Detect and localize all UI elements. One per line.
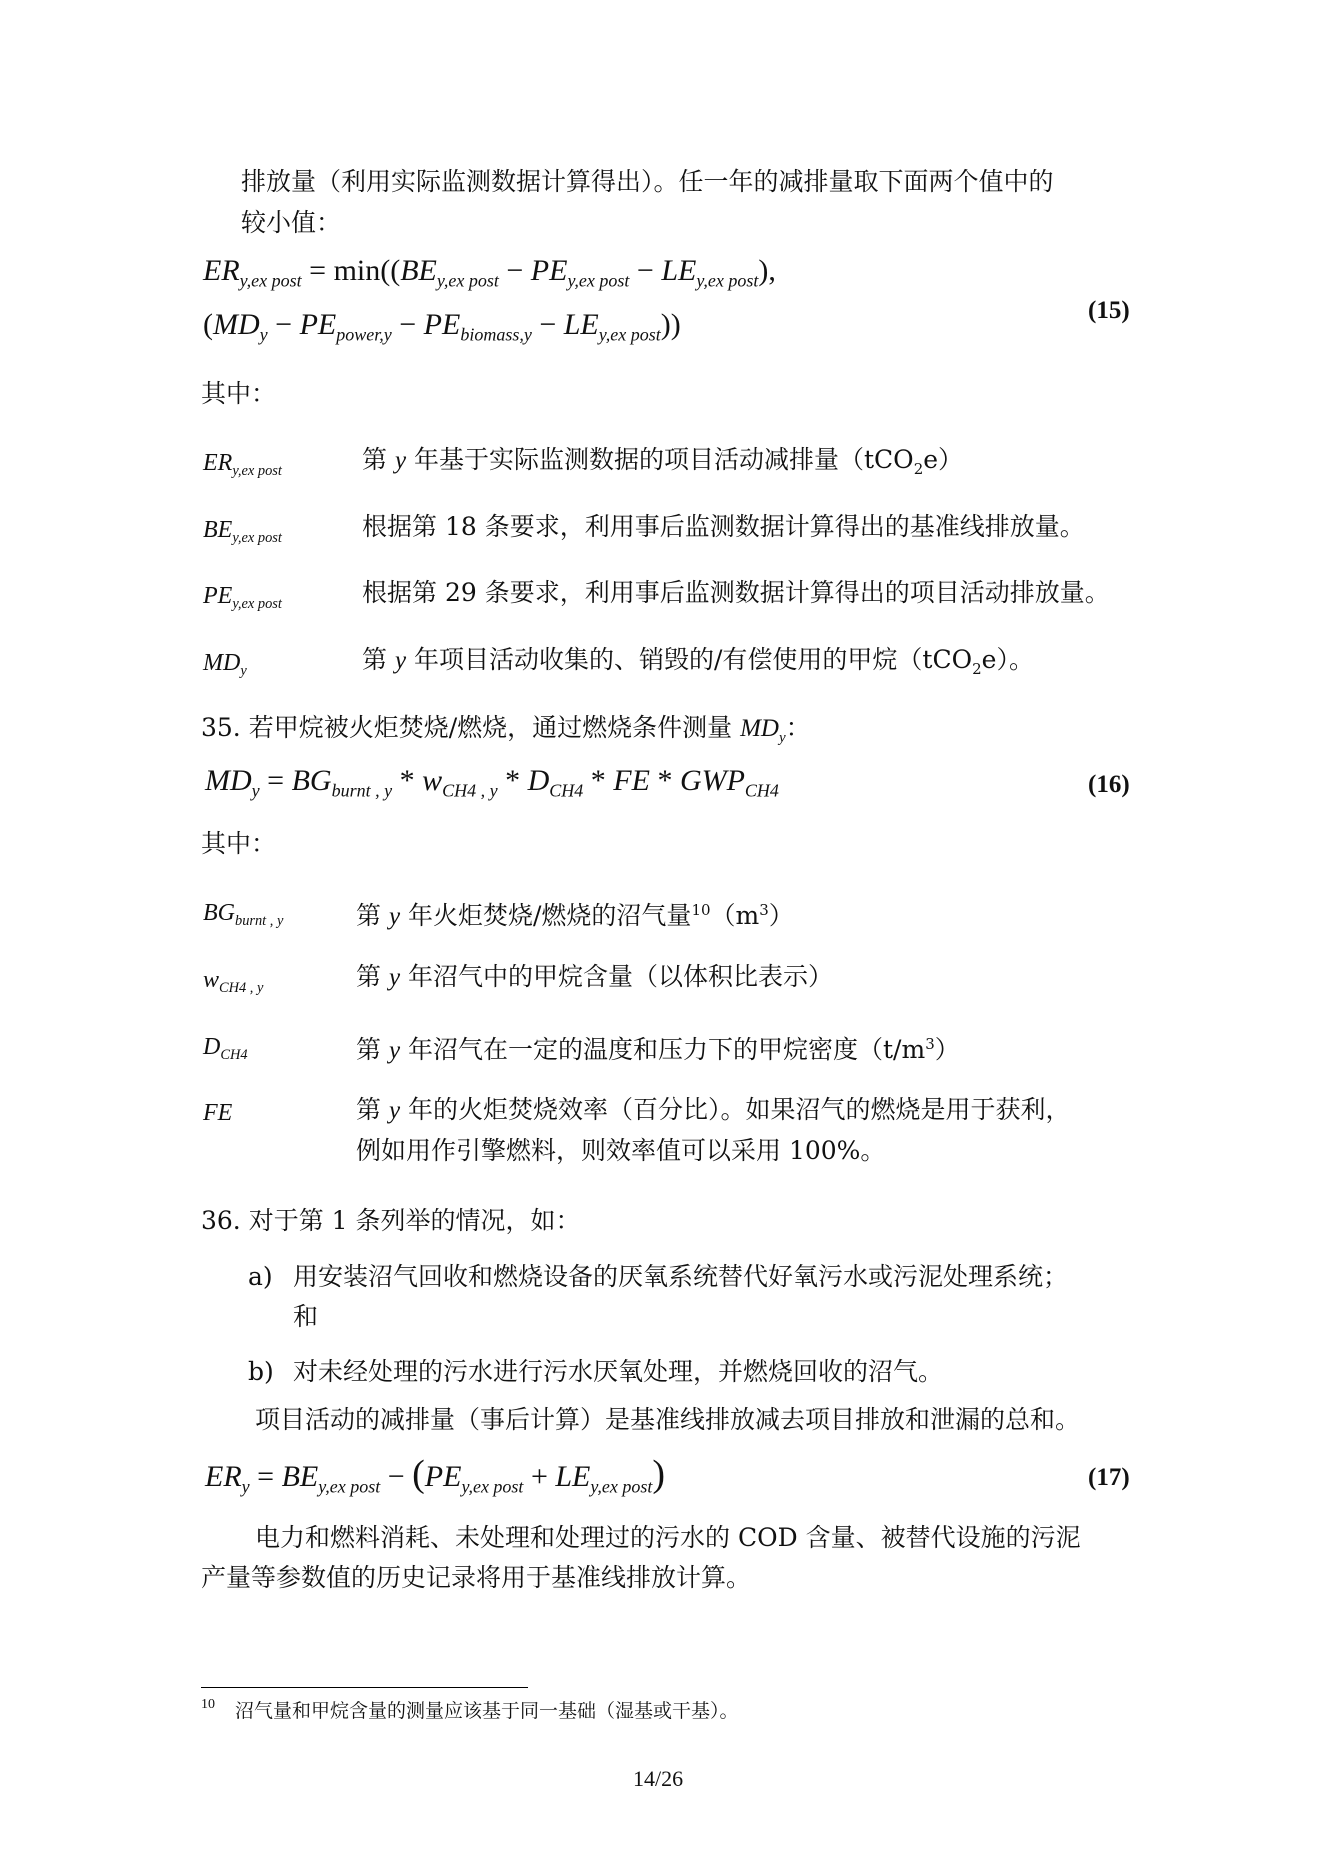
equation-15-number: (15) (1088, 297, 1130, 324)
def-var-md: $MD_y$ (203, 650, 247, 680)
footnote-separator (201, 1687, 528, 1688)
def-text-fe: 第 y 年的火炬焚烧效率（百分比）。如果沼气的燃烧是用于获利， (356, 1095, 1071, 1124)
equation-17-number: (17) (1088, 1464, 1130, 1491)
intro-line-2: 较小值： (241, 208, 342, 237)
item-36-a-label: a) (248, 1262, 273, 1291)
equation-16-number: (16) (1088, 771, 1130, 798)
def-var-fe: FE (203, 1100, 233, 1126)
def-text-fe-line-2: 例如用作引擎燃料，则效率值可以采用 100%。 (356, 1136, 886, 1165)
closing-line-1: 电力和燃料消耗、未处理和处理过的污水的 COD 含量、被替代设施的污泥 (255, 1523, 1081, 1552)
def-text-bg: 第 y 年火炬焚烧/燃烧的沼气量$^{10}$（m$^3$） (356, 901, 794, 930)
item-35: 35. 若甲烷被火炬焚烧/燃烧，通过燃烧条件测量 $MD_y$： (201, 713, 811, 746)
def-text-md: 第 y 年项目活动收集的、销毁的/有偿使用的甲烷（tCO$_2$e）。 (362, 645, 1034, 678)
equation-16: $MD_y = BG_{burnt , y} * w_{CH4 , y} * D_{CH4}$ * FE * $GWP_{CH4}$ (205, 764, 779, 801)
def-text-pe: 根据第 29 条要求，利用事后监测数据计算得出的项目活动排放量。 (362, 578, 1110, 607)
item-36-paragraph: 项目活动的减排量（事后计算）是基准线排放减去项目排放和泄漏的总和。 (255, 1405, 1081, 1434)
def-var-w: $w_{CH4 , y}$ (203, 967, 264, 997)
def-var-d: $D_{CH4}$ (203, 1034, 248, 1064)
item-36-b-label: b) (248, 1357, 274, 1386)
equation-17: $ER_y = BE_{y,ex post} - (PE_{y,ex post} + LE_{y,ex post})$ (205, 1453, 666, 1497)
equation-15-line-1: $ER_{y,ex post} = \min((BE_{y,ex post} - PE_{y,ex post} - LE_{y,ex post})$, (203, 254, 776, 291)
def-text-w: 第 y 年沼气中的甲烷含量（以体积比表示） (356, 962, 834, 991)
intro-line-1: 排放量（利用实际监测数据计算得出）。任一年的减排量取下面两个值中的 (241, 167, 1054, 196)
def-var-pe: $PE_{y,ex post}$ (203, 583, 282, 613)
where-label-1: 其中： (201, 379, 277, 408)
def-text-be: 根据第 18 条要求，利用事后监测数据计算得出的基准线排放量。 (362, 512, 1085, 541)
closing-line-2: 产量等参数值的历史记录将用于基准线排放计算。 (201, 1563, 752, 1592)
def-text-er: 第 y 年基于实际监测数据的项目活动减排量（tCO$_2$e） (362, 445, 964, 478)
page-number: 14/26 (633, 1766, 684, 1791)
footnote-mark: 10 (201, 1697, 215, 1712)
def-var-er: $ER_{y,ex post}$ (203, 450, 282, 480)
footnote-text: 沼气量和甲烷含量的测量应该基于同一基础（湿基或干基）。 (235, 1700, 739, 1722)
def-text-d: 第 y 年沼气在一定的温度和压力下的甲烷密度（t/m$^3$） (356, 1035, 960, 1064)
item-36-a-line-2: 和 (293, 1302, 319, 1331)
item-36: 36. 对于第 1 条列举的情况，如： (201, 1206, 581, 1235)
def-var-bg: $BG_{burnt , y}$ (203, 900, 284, 930)
equation-15-line-2: $(MD_y - PE_{power,y} - PE_{biomass,y} - LE_{y,ex post})$) (203, 308, 681, 345)
item-36-b-text: 对未经处理的污水进行污水厌氧处理，并燃烧回收的沼气。 (293, 1357, 944, 1386)
where-label-2: 其中： (201, 829, 277, 858)
def-var-be: $BE_{y,ex post}$ (203, 517, 282, 547)
item-36-a-line-1: 用安装沼气回收和燃烧设备的厌氧系统替代好氧污水或污泥处理系统； (293, 1262, 1069, 1291)
